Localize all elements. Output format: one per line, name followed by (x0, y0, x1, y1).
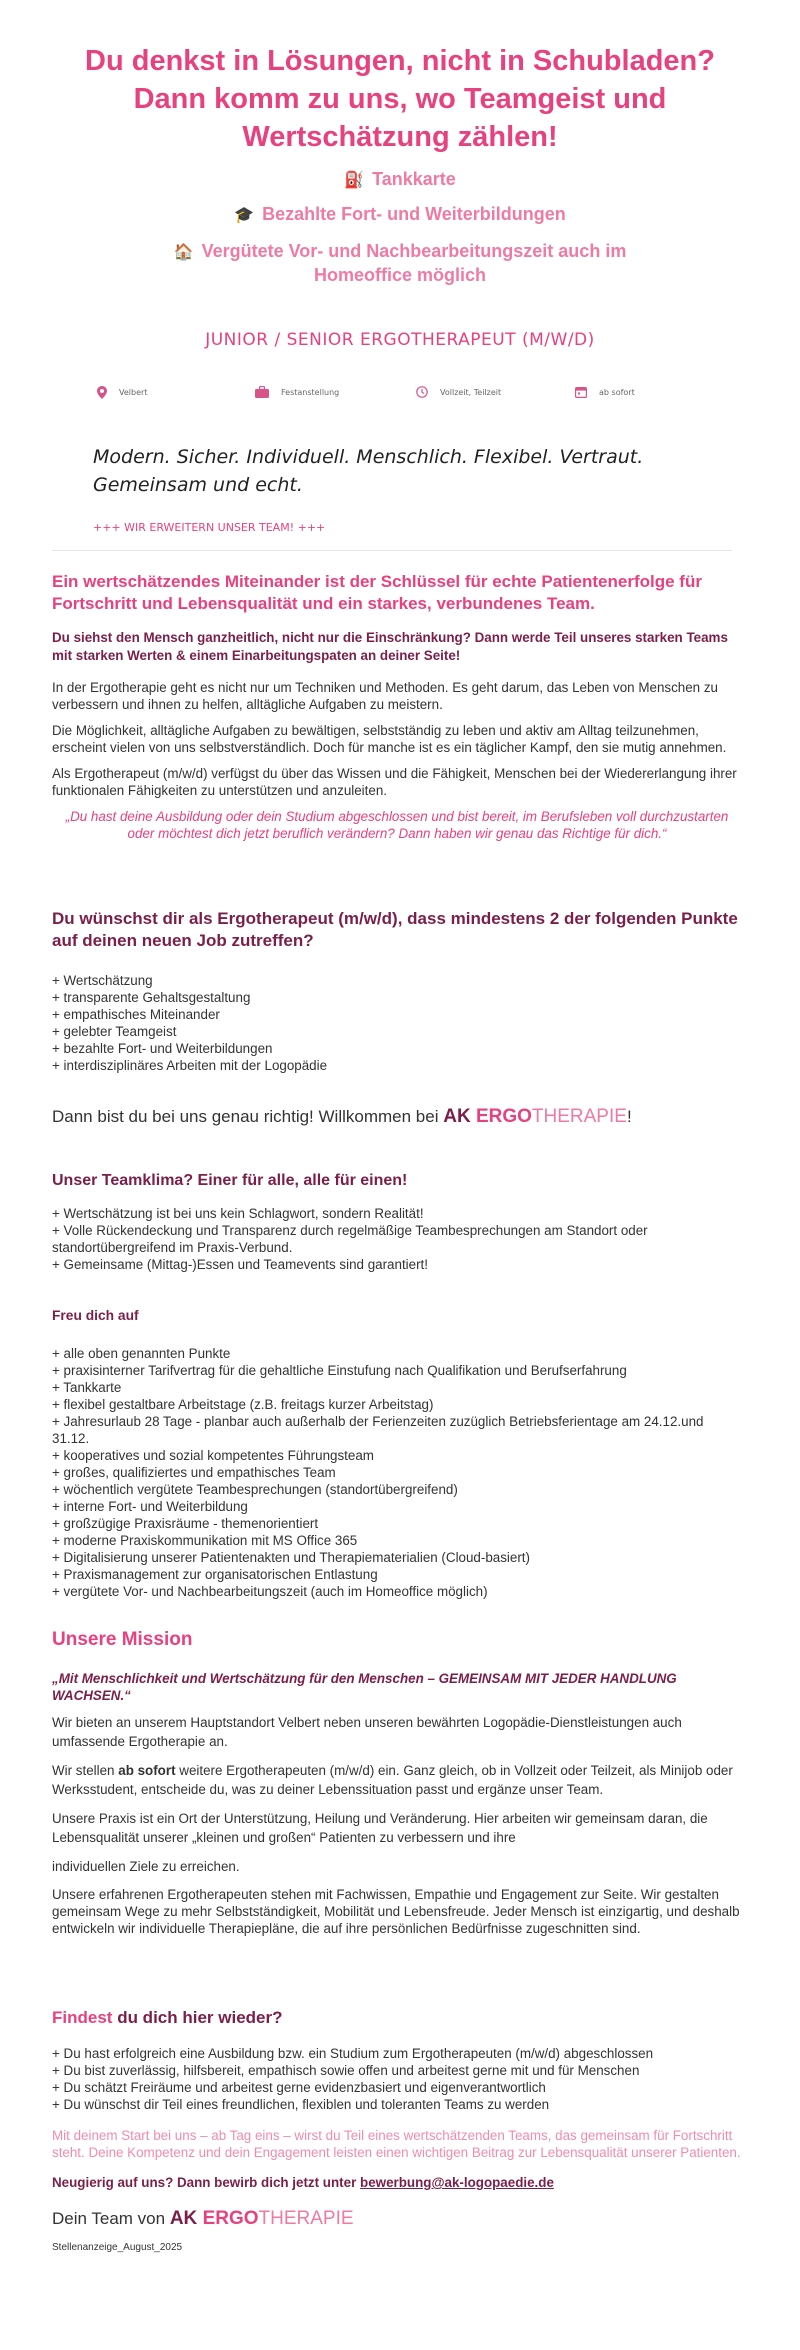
list-item: + großes, qualifiziertes und empathisches Team (52, 1465, 336, 1480)
team-expansion-note: +++ WIR ERWEITERN UNSER TEAM! +++ (93, 521, 326, 534)
list-item: + großzügige Praxisräume - themenorientiert (52, 1516, 319, 1531)
list-item: + bezahlte Fort- und Weiterbildungen (52, 1041, 273, 1056)
meta-location (97, 382, 147, 402)
list-item: + Praxismanagement zur organisatorischen Entlastung (52, 1567, 378, 1582)
list-item: + Wertschätzung ist bei uns kein Schlagwort, sondern Realität! (52, 1206, 424, 1221)
meta-contract (255, 382, 339, 402)
list-item: + Gemeinsame (Mittag-)Essen und Teamevents sind garantiert! (52, 1257, 428, 1272)
mission-paragraph-4: Unsere erfahrenen Ergotherapeuten stehen mit Fachwissen, Empathie und Engagement zur Seite. Wir gestalten gemeinsam Wege zu mehr Selbstständigkeit, Mobilität und Lebensfreude. Jeder Mensch ist einzigartig, und deshalb entwickeln wir individuelle Therapiepläne, die auf ihre persönlichen Bedürfnisse zugeschnitten sind. (52, 1887, 740, 1936)
mission-paragraph-3: Unsere Praxis ist ein Ort der Unterstützung, Heilung und Veränderung. Hier arbeiten wir gemeinsam daran, die Lebensqualität unserer „kleinen und großen“ Patienten zu verbessern und ihre (52, 1811, 708, 1845)
list-item: + Wertschätzung (52, 973, 153, 988)
calendar-icon (575, 386, 587, 398)
briefcase-icon (255, 386, 269, 398)
hero-headline (60, 42, 740, 156)
mission-heading: Unsere Mission (52, 1629, 193, 1650)
list-item: + empathisches Miteinander (52, 1007, 220, 1022)
welcome-text: Dann bist du bei uns genau richtig! Willkommen bei (52, 1107, 439, 1126)
intro-paragraph-1: In der Ergotherapie geht es nicht nur um Techniken und Methoden. Es geht darum, das Leben von Menschen zu verbessern und ihnen zu helfen, alltägliche Aufgaben zu meistern. (52, 680, 718, 712)
list-item: + praxisinterner Tarifvertrag für die gehaltliche Einstufung nach Qualifikation und Berufserfahrung (52, 1363, 627, 1378)
brand-logo-inline: AK ERGOTHERAPIE (443, 1106, 627, 1127)
cta-line (52, 2175, 742, 2190)
benefits-section (52, 1307, 742, 1600)
wish-heading: Du wünschst dir als Ergotherapeut (m/w/d), dass mindestens 2 der folgenden Punkte auf deinen neuen Job zutreffen? (52, 909, 738, 950)
intro-quote: „Du hast deine Ausbildung oder dein Studium abgeschlossen und bist bereit, im Berufsleben voll durchzustarten oder möchtest dich jetzt beruflich verändern? Dann haben wir genau das Richtige für dich.“ (65, 809, 729, 841)
intro-paragraph-2: Die Möglichkeit, alltägliche Aufgaben zu bewältigen, selbstständig zu leben und aktiv am Alltag teilzunehmen, erscheint vielen von uns selbstverständlich. Doch für manche ist es ein täglicher Kampf, den sie mutig annehmen. (52, 723, 727, 755)
list-item: + Du schätzt Freiräume und arbeitest gerne evidenzbasiert und eigenverantwortlich (52, 2080, 546, 2095)
cta-text: Neugierig auf uns? Dann bewirb dich jetzt unter (52, 2175, 357, 2190)
list-item: + transparente Gehaltsgestaltung (52, 990, 251, 1005)
list-item: + interne Fort- und Weiterbildung (52, 1499, 248, 1514)
list-item: + Digitalisierung unserer Patientenakten und Therapiematerialien (Cloud-basiert) (52, 1550, 530, 1565)
meta-hours (416, 382, 501, 402)
list-item: + Du wünschst dir Teil eines freundlichen, flexiblen und toleranten Teams zu werden (52, 2097, 550, 2112)
hero-line-2: Dann komm zu uns, wo Teamgeist und (133, 83, 667, 115)
perk-label: Tankkarte (372, 169, 456, 189)
team-heading: Unser Teamklima? Einer für alle, alle für einen! (52, 1172, 408, 1189)
tagline: Modern. Sicher. Individuell. Menschlich. Flexibel. Vertraut. Gemeinsam und echt. (93, 446, 644, 496)
benefits-list (52, 1345, 742, 1600)
signoff: Dein Team von AK ERGOTHERAPIE (52, 2208, 354, 2229)
perk-fuel-card (80, 168, 720, 192)
intro-section (52, 571, 742, 842)
benefits-heading: Freu dich auf (52, 1308, 139, 1323)
welcome-line: Dann bist du bei uns genau richtig! Willkommen bei AK ERGOTHERAPIE! (52, 1106, 632, 1127)
find-heading: Findest du dich hier wieder? (52, 2008, 283, 2027)
wish-list (52, 972, 742, 1074)
mission-motto: „Mit Menschlichkeit und Wertschätzung für den Menschen – GEMEINSAM MIT JEDER HANDLUNG WACHSEN.“ (52, 1671, 677, 1703)
meta-contract-text: Festanstellung (281, 387, 340, 397)
list-item: + interdisziplinäres Arbeiten mit der Logopädie (52, 1058, 328, 1073)
list-item: + flexibel gestaltbare Arbeitstage (z.B. freitags kurzer Arbeitstag) (52, 1397, 434, 1412)
hero-line-1: Du denkst in Lösungen, nicht in Schubladen? (85, 45, 715, 77)
perk-label: Vergütete Vor- und Nachbearbeitungszeit auch im Homeoffice möglich (201, 241, 627, 285)
list-item: + Volle Rückendeckung und Transparenz durch regelmäßige Teambesprechungen am Standort oder standortübergreifend im Praxis-Verbund. (52, 1223, 648, 1255)
footer-reference: Stellenanzeige_August_2025 (52, 2242, 183, 2253)
list-item: + Tankkarte (52, 1380, 122, 1395)
meta-hours-text: Vollzeit, Teilzeit (440, 387, 502, 397)
list-item: + wöchentlich vergütete Teambesprechungen (standortübergreifend) (52, 1482, 458, 1497)
fuel-pump-icon: ⛽ (344, 172, 365, 189)
list-item: + vergütete Vor- und Nachbearbeitungszeit (auch im Homeoffice möglich) (52, 1584, 488, 1599)
mission-paragraph-3-cont: individuellen Ziele zu erreichen. (52, 1859, 240, 1874)
brand-logo: AK ERGOTHERAPIE (169, 2208, 354, 2229)
team-list (52, 1205, 742, 1273)
job-title: JUNIOR / SENIOR ERGOTHERAPEUT (M/W/D) (205, 330, 595, 350)
location-pin-icon (97, 386, 107, 399)
perk-homeoffice (140, 240, 660, 287)
list-item: + alle oben genannten Punkte (52, 1346, 231, 1361)
list-item: + kooperatives und sozial kompetentes Führungsteam (52, 1448, 374, 1463)
clock-icon (416, 386, 428, 398)
intro-heading: Ein wertschätzendes Miteinander ist der Schlüssel für echte Patientenerfolge für Fortschritt und Lebensqualität und ein starkes, verbundenes Team. (52, 572, 702, 613)
team-section (52, 1170, 742, 1273)
divider (52, 550, 732, 551)
perk-training (80, 203, 720, 227)
list-item: + Du bist zuverlässig, hilfsbereit, empathisch sowie offen und arbeitest gerne mit und für Menschen (52, 2063, 640, 2078)
meta-location-text: Velbert (119, 387, 148, 397)
perk-label: Bezahlte Fort- und Weiterbildungen (262, 204, 566, 224)
list-item: + Du hast erfolgreich eine Ausbildung bzw. ein Studium zum Ergotherapeuten (m/w/d) abgeschlossen (52, 2046, 654, 2061)
find-section (52, 2007, 742, 2253)
mission-section (52, 1628, 742, 1937)
intro-paragraph-3: Als Ergotherapeut (m/w/d) verfügst du über das Wissen und die Fähigkeit, Menschen bei der Wiedererlangung ihrer funktionalen Fähigkeiten zu unterstützen und anzuleiten. (52, 766, 737, 798)
list-item: + gelebter Teamgeist (52, 1024, 177, 1039)
application-email-link[interactable]: bewerbung@ak-logopaedie.de (360, 2175, 554, 2190)
hero-line-3: Wertschätzung zählen! (242, 121, 558, 153)
meta-start (575, 382, 635, 402)
intro-subheading: Du siehst den Mensch ganzheitlich, nicht nur die Einschränkung? Dann werde Teil unseres starken Teams mit starken Werten & einem Einarbeitungspaten an deiner Seite! (52, 630, 728, 663)
list-item: + moderne Praxiskommunikation mit MS Office 365 (52, 1533, 358, 1548)
wish-section (52, 908, 742, 1128)
list-item: + Jahresurlaub 28 Tage - planbar auch außerhalb der Ferienzeiten zuzüglich Betriebsferientage am 24.12.und 31.12. (52, 1414, 704, 1446)
find-list (52, 2045, 742, 2113)
meta-start-text: ab sofort (599, 387, 635, 397)
mission-paragraph-2: Wir stellen ab sofort weitere Ergotherapeuten (m/w/d) ein. Ganz gleich, ob in Vollzeit oder Teilzeit, als Minijob oder Werksstudent, entscheide du, was zu deiner Lebenssituation passt und ergänze unser Team. (52, 1763, 733, 1797)
house-icon: 🏠 (173, 244, 194, 261)
mission-paragraph-1: Wir bieten an unserem Hauptstandort Velbert neben unseren bewährten Logopädie-Dienstleistungen auch umfassende Ergotherapie an. (52, 1715, 682, 1749)
graduation-cap-icon: 🎓 (234, 207, 255, 224)
closing-paragraph: Mit deinem Start bei uns – ab Tag eins – wirst du Teil eines wertschätzenden Teams, das gemeinsam für Fortschritt steht. Deine Kompetenz und dein Engagement leisten einen wichtigen Beitrag zur Lebensqualität unserer Patienten. (52, 2128, 741, 2160)
